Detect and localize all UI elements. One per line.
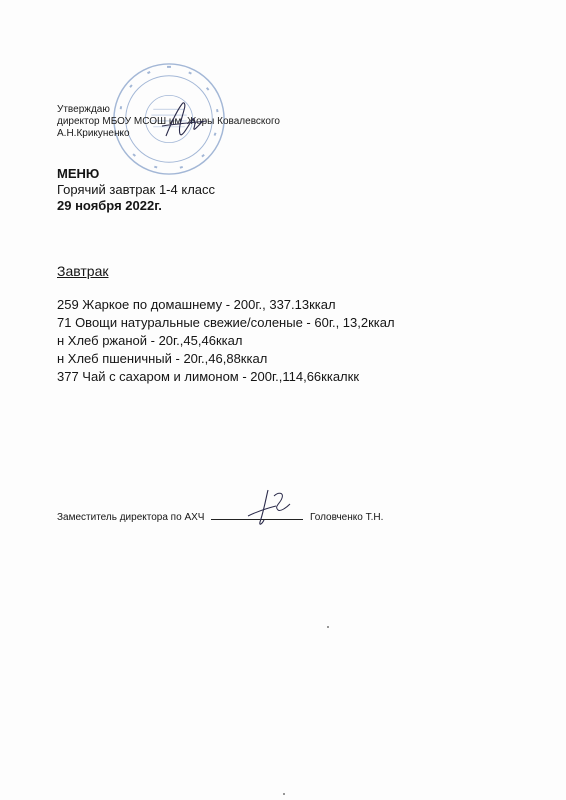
breakfast-title: Завтрак xyxy=(57,263,109,279)
menu-subtitle: Горячий завтрак 1-4 класс xyxy=(57,182,216,197)
scan-speck xyxy=(283,793,285,795)
menu-header xyxy=(57,166,215,214)
deputy-name: Головченко Т.Н. xyxy=(310,512,384,523)
director-signature-icon xyxy=(160,96,208,146)
menu-item: 71 Овощи натуральные свежие/соленые - 60г., 13,2ккал xyxy=(57,315,395,330)
deputy-position: Заместитель директора по АХЧ xyxy=(57,512,205,523)
approval-position: директор МБОУ МСОШ им. Жоры Ковалевского xyxy=(57,116,280,127)
approval-name: А.Н.Крикуненко xyxy=(57,128,130,139)
menu-item: н Хлеб пшеничный - 20г.,46,88ккал xyxy=(57,351,268,366)
approval-title: Утверждаю xyxy=(57,104,110,115)
deputy-signature-icon xyxy=(238,486,298,530)
breakfast-items-list xyxy=(57,296,557,386)
menu-date: 29 ноября 2022г. xyxy=(57,198,162,213)
menu-item: н Хлеб ржаной - 20г.,45,46ккал xyxy=(57,333,243,348)
menu-title: МЕНЮ xyxy=(57,166,100,181)
menu-item: 377 Чай с сахаром и лимоном - 200г.,114,66ккалкк xyxy=(57,369,360,384)
deputy-signature-line xyxy=(57,510,383,523)
menu-item: 259 Жаркое по домашнему - 200г., 337.13ккал xyxy=(57,297,336,312)
scan-speck xyxy=(327,626,329,628)
